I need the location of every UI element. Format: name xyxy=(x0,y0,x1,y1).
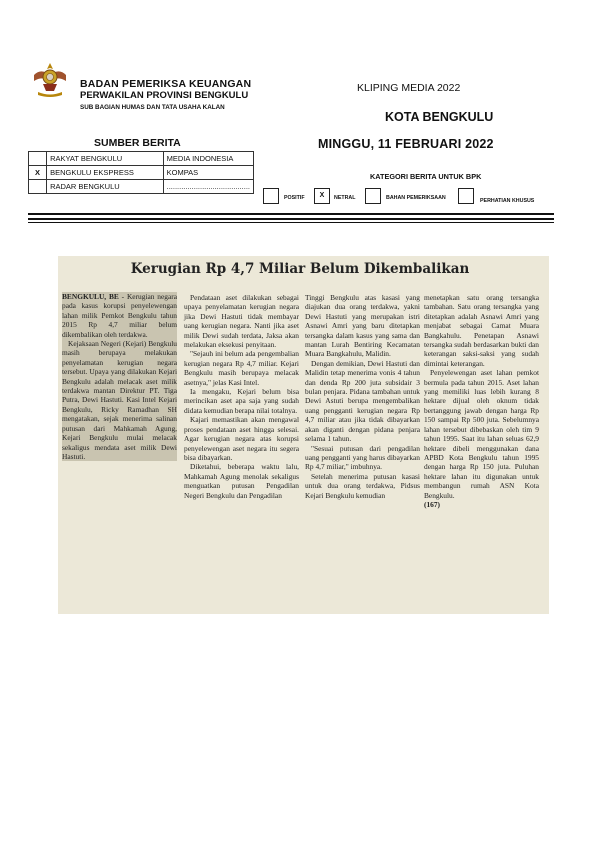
article-column-3 xyxy=(305,293,420,500)
article-paragraph: Pendataan aset dilakukan sebagai upaya penyelamatan kerugian negara jika Dewi Hastuti tidak membayar uang kerugian negara. Nanti jika aset milik Dewi sudah terdata, Jaksa akan melakukan eksekusi penyitaan. xyxy=(184,293,299,350)
article-paragraph: Ia mengaku, Kejari belum bisa merincikan aset apa saja yang sudah didata kemudian berapa nilai totalnya. xyxy=(184,387,299,415)
source-row xyxy=(29,152,254,166)
article-paragraph: Kejaksaan Negeri (Kejari) Bengkulu masih berupaya melakukan penyelamatan kerugian negara tersebut. Upaya yang dilakukan Kejari Bengkulu adalah melacak aset milik terdakwa mantan Direktur PT. Tiga Putra, Dewi Hastuti. Kasi Intel Kejari Bengkulu, Ricky Ramadhan SH mengatakan, sejak menerima salinan putusan dari Mahkamah Agung, Kejari Bengkulu mulai melacak sekaligus mendata aset milik Dewi Hastuti. xyxy=(62,339,177,461)
category-box-positif[interactable] xyxy=(263,188,279,204)
source-left: BENGKULU EKSPRESS xyxy=(47,166,164,180)
divider xyxy=(28,213,554,215)
kliping-title: KLIPING MEDIA 2022 xyxy=(357,82,461,94)
article-paragraph: Setelah menerima putusan kasasi untuk dua orang terdakwa, Pidsus Kejari Bengkulu kemudian xyxy=(305,471,420,500)
category-box-perhatian[interactable] xyxy=(458,188,474,204)
article-paragraph: "Sesuai putusan dari pengadilan uang pengganti yang harus dibayarkan Rp 4,7 miliar," imbuhnya. xyxy=(305,443,420,472)
category-title: KATEGORI BERITA UNTUK BPK xyxy=(370,172,482,181)
source-mark xyxy=(29,152,47,166)
article-paragraph: Penyelewengan aset lahan pemkot bermula pada tahun 2015. Aset lahan yang memiliki luas lebih kurang 8 hektare dijual oleh oknum tidak bertanggung jawab dengan harga Rp 150 sampai Rp 500 juta. Sebelumnya lahan tersebut dibebaskan oleh tim 9 tahun 1995. Saat itu lahan seluas 62,9 hektare dibeli menggunakan dana APBD Kota Bengkulu tahun 1995 dengan harga Rp 150 juta. Puluhan hektare lahan itu digunakan untuk membangun rumah ASN Kota Bengkulu. xyxy=(424,368,539,500)
article-paragraph: Dengan demikian, Dewi Hastuti dan Malidin tetap menerima vonis 4 tahun dan denda Rp 200 juta subsidair 3 bulan penjara. Pidana tambahan untuk Dewi Astuti berupa mengembalikan uang pengganti kerugian negara Rp 4,7 miliar atau jika tidak dibayarkan akan diganti dengan pidana penjara selama 1 tahun. xyxy=(305,358,420,444)
article-paragraph: "Sejauh ini belum ada pengembalian kerugian negara Rp 4,7 miliar. Kejari Bengkulu masih berupaya melacak asetnya," jelas Kasi Intel. xyxy=(184,349,299,387)
bpk-emblem-icon xyxy=(30,59,70,99)
article-paragraph: Tinggi Bengkulu atas kasasi yang diajukan dua orang terdakwa, yakni Dewi Hastuti yang merupakan istri Asnawi Amri yang baru ditetapkan tersangka dalam kasus yang sama dan mantan Lurah Bentiring Kecamatan Muara Bangkahulu, Malidin. xyxy=(305,293,420,359)
category-label-bahan: BAHAN PEMERIKSAAN xyxy=(386,195,446,201)
article-paragraph: menetapkan satu orang tersangka tambahan. Satu orang tersangka yang ditetapkan adalah Asnawi Amri yang menjabat sebagai Camat Muara Bangkahulu. Penetapan Asnawi tersangka sudah berdasarkan bukti dan keterangan saksi-saksi yang sudah dimintai keterangan. xyxy=(424,293,539,368)
org-division: SUB BAGIAN HUMAS DAN TATA USAHA KALAN xyxy=(80,104,225,111)
article-paragraph: Diketahui, beberapa waktu lalu, Mahkamah Agung menolak sekaligus menguatkan putusan Pengadilan Negeri Bengkulu dan Pengadilan xyxy=(184,462,299,500)
source-table xyxy=(28,151,254,194)
article-paragraph xyxy=(62,292,177,339)
source-row xyxy=(29,180,254,194)
source-right: KOMPAS xyxy=(163,166,253,180)
category-box-bahan[interactable] xyxy=(365,188,381,204)
article-column-1 xyxy=(62,292,177,461)
article-paragraph: Kajari memastikan akan mengawal proses pendataan aset hingga selesai. Agar kerugian negara atas korupsi penyelewengan aset negara itu segera bisa dibayarkan. xyxy=(184,415,299,462)
source-left: RADAR BENGKULU xyxy=(47,180,164,194)
source-mark xyxy=(29,180,47,194)
divider xyxy=(28,218,554,220)
category-label-netral: NETRAL xyxy=(334,195,356,201)
source-title: SUMBER BERITA xyxy=(94,137,181,149)
source-right: MEDIA INDONESIA xyxy=(163,152,253,166)
org-name: BADAN PEMERIKSA KEUANGAN xyxy=(80,78,252,90)
article-column-4 xyxy=(424,293,539,509)
source-left: RAKYAT BENGKULU xyxy=(47,152,164,166)
source-row xyxy=(29,166,254,180)
article-text: - Kerugian negara pada kasus korupsi penyelewengan lahan milik Pemkot Bengkulu tahun 2015 Rp 4,7 miliar belum dikembalikan oleh terdakwa. xyxy=(62,292,177,339)
category-label-perhatian: PERHATIAN KHUSUS xyxy=(480,198,535,204)
source-mark: X xyxy=(29,166,47,180)
category-label-positif: POSITIF xyxy=(284,195,305,201)
city-title: KOTA BENGKULU xyxy=(385,110,494,124)
article-dateline: BENGKULU, BE xyxy=(62,292,119,301)
date-title: MINGGU, 11 FEBRUARI 2022 xyxy=(318,137,494,151)
org-branch: PERWAKILAN PROVINSI BENGKULU xyxy=(80,90,249,101)
divider xyxy=(28,222,554,223)
source-right: ........................................ xyxy=(163,180,253,194)
article-author-code: (167) xyxy=(424,499,441,509)
article-headline: Kerugian Rp 4,7 Miliar Belum Dikembalikan xyxy=(130,261,470,277)
article-column-2 xyxy=(184,293,299,500)
category-box-netral[interactable]: X xyxy=(314,188,330,204)
